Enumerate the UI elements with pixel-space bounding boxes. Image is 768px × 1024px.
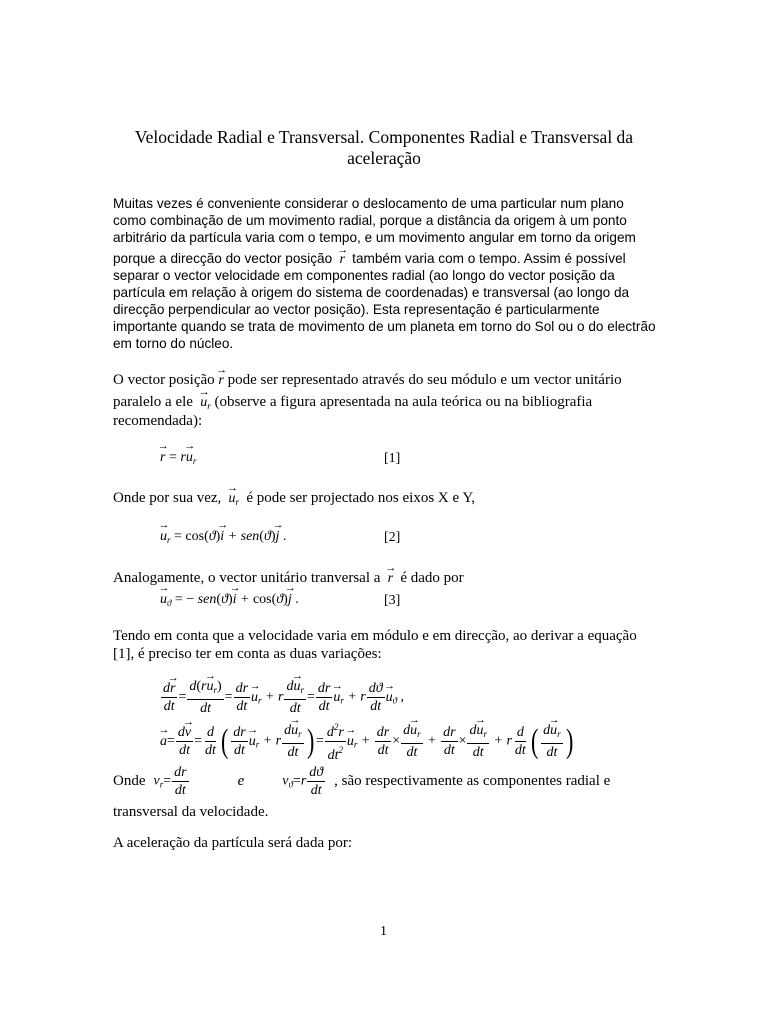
radial-velocity-formula: $v_r=$ $\frac{dr}{dt}$	[153, 765, 187, 798]
equation-3: → $u_ϑ$ = − sen(ϑ)→ i + cos(ϑ)→ j .	[160, 592, 299, 608]
text-segment: também varia com o tempo. Assim é possível	[352, 251, 626, 266]
paragraph-derivative-intro	[113, 627, 673, 667]
text-segment: porque a direcção do vector posição	[113, 251, 333, 266]
equation-1: → $r = r\to u_r$	[160, 450, 196, 466]
text-line: em torno do núcleo.	[113, 336, 234, 351]
equation-velocity-derivative: $\frac{d\to r}{dt}$ = $\frac{d(r\to u_r)}{dt}$ = $\frac{dr}{dt}$ → $u_r + r$ $\frac{d\to u_r}{dt}$ = $\frac{dr}{dt}$ → $u_r + r$ $\frac{dϑ}{dt}$ → $u_ϑ$ ,	[160, 679, 404, 716]
page-number: 1	[380, 924, 387, 939]
text-line: importante quando se trata de movimento de um planeta em torno do Sol ou o do electrão	[113, 319, 656, 334]
transversal-velocity-formula: $v_ϑ=r$ $\frac{dϑ}{dt}$	[282, 765, 324, 798]
text-line: como combinação de um movimento radial, porque a distância da origem à um ponto	[113, 213, 627, 228]
text-segment: , são respectivamente as componentes radial e	[334, 773, 611, 789]
text-line	[113, 251, 626, 269]
equation-2-number: [2]	[384, 530, 401, 545]
equation-1-number: [1]	[384, 451, 401, 466]
text-line: Tendo em conta que a velocidade varia em módulo e em direcção, ao derivar a equação	[113, 628, 637, 644]
text-segment: e	[237, 773, 245, 789]
document-title	[100, 127, 668, 169]
text-line: [1], é preciso ter em conta as duas variações:	[113, 646, 382, 662]
text-line	[113, 765, 610, 798]
paragraph-intro	[113, 196, 673, 366]
text-line: direcção perpendicular ao vector posição). Esta representação é particularmente	[113, 302, 600, 317]
unit-vector-ur-symbol: → $u_r$	[225, 491, 243, 506]
vector-r-symbol: → r	[336, 252, 348, 267]
text-segment: O vector posição	[113, 372, 215, 388]
text-line: transversal da velocidade.	[113, 804, 269, 820]
equation-3-number: [3]	[384, 593, 401, 608]
text-segment: Analogamente, o vector unitário tranversal a	[113, 570, 381, 586]
paragraph-velocity-components	[113, 765, 673, 825]
text-segment: é pode ser projectado nos eixos X e Y,	[246, 490, 476, 506]
vector-r-symbol: → r	[218, 373, 223, 388]
paragraph-acceleration-intro: A aceleração da partícula será dada por:	[113, 835, 353, 851]
text-segment: Onde	[113, 773, 146, 789]
text-line: arbitrário da partícula varia com o tempo, e um movimento angular em torno da origem	[113, 230, 636, 245]
equation-2: → $u_r = \cos(ϑ)\to i + sen(ϑ)\to j$ .	[160, 529, 286, 545]
text-line: recomendada):	[113, 413, 203, 429]
title-line-1: Velocidade Radial e Transversal. Componentes Radial e Transversal da	[134, 127, 634, 147]
text-line	[113, 371, 622, 390]
text-segment: paralelo a ele	[113, 394, 193, 410]
title-line-2: aceleração	[347, 148, 421, 168]
text-segment: é dado por	[400, 570, 464, 586]
text-line: Muitas vezes é conveniente considerar o deslocamento de uma particular num plano	[113, 196, 624, 211]
text-line: partícula em relação à origem do sistema de coordenadas) e transversal (ao longo da	[113, 285, 630, 300]
paragraph-position-vector	[113, 371, 673, 431]
text-segment: Onde por sua vez,	[113, 490, 222, 506]
text-segment: (observe a figura apresentada na aula teórica ou na bibliografia	[214, 394, 593, 410]
vector-r-symbol: → r	[384, 571, 396, 586]
paragraph-ur-projection	[113, 489, 475, 512]
unit-vector-ur-symbol: → $u_r$	[197, 395, 211, 410]
text-segment: pode ser representado através do seu módulo e um vector unitário	[227, 372, 622, 388]
equation-acceleration: → a= $\frac{d\to v}{dt}$ = $\frac{d}{dt}$ ( $\frac{dr}{dt}$ → $u_r + r$ $\frac{d\to u_r}{dt}$ ) = $\frac{d^2r}{dt^2}$ → $u_r$ + $\frac{dr}{dt}$ × $\frac{d\to u_r}{dt}$ + $\frac{dr}{dt}$ × $\frac{d\to u_r}{dt}$ + r $\frac{d}{dt}$ ( $\frac{d\to u_r}{dt}$ )	[160, 720, 575, 763]
text-line: separar o vector velocidade em componentes radial (ao longo do vector posição da	[113, 268, 615, 283]
